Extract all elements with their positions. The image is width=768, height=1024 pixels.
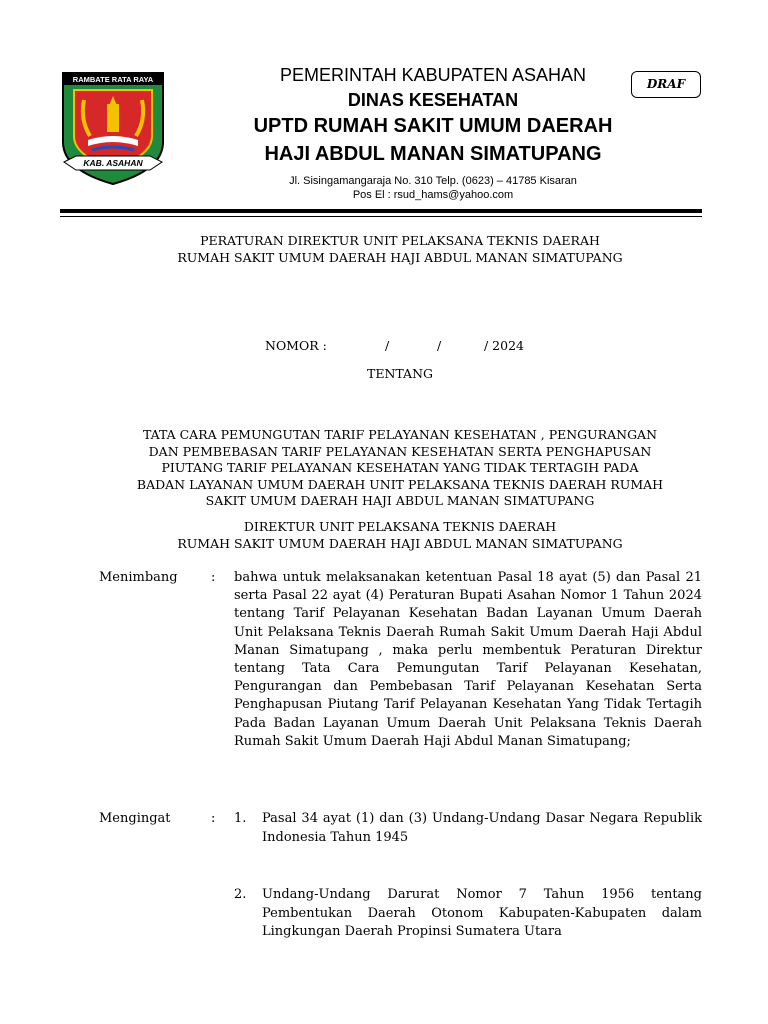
logo-motto: RAMBATE RATA RAYA xyxy=(72,75,154,84)
letterhead xyxy=(0,0,768,220)
government-name: PEMERINTAH KABUPATEN ASAHAN xyxy=(279,65,587,85)
letterhead-divider-thin xyxy=(60,216,702,217)
regulation-title xyxy=(60,232,740,266)
nomor-label: NOMOR : xyxy=(265,338,327,353)
menimbang-text: bahwa untuk melaksanakan ketentuan Pasal 18 ayat (5) dan Pasal 21 serta Pasal 22 ayat (4) Peraturan Bupati Asahan Nomor 1 Tahun 2024 tentang Tarif Pelayanan Kesehatan Badan Layanan Umum Daerah Unit Pelaksana Teknis Daerah Rumah Sakit Umum Daerah Haji Abdul Manan Simatupang , maka perlu membentuk Peraturan Direktur tentang Tata Cara Pemungutan Tarif Pelayanan Kesehatan, Pengurangan dan Pembebasan Tarif Pelayanan Kesehatan Serta Penghapusan Piutang Tarif Pelayanan Kesehatan Yang Tidak Tertagih Pada Badan Layanan Umum Daerah Unit Pelaksana Teknis Daerah Rumah Sakit Umum Daerah Haji Abdul Manan Simatupang; xyxy=(234,570,702,749)
topic-line: TATA CARA PEMUNGUTAN TARIF PELAYANAN KESEHATAN , PENGURANGAN xyxy=(142,427,658,442)
regulation-topic xyxy=(60,427,740,510)
director-heading-line2: RUMAH SAKIT UMUM DAERAH HAJI ABDUL MANAN SIMATUPANG xyxy=(177,536,623,551)
regulation-title-line2: RUMAH SAKIT UMUM DAERAH HAJI ABDUL MANAN SIMATUPANG xyxy=(177,250,623,265)
topic-line: SAKIT UMUM DAERAH HAJI ABDUL MANAN SIMATUPANG xyxy=(205,493,595,508)
director-heading xyxy=(60,518,740,552)
director-heading-line1: DIREKTUR UNIT PELAKSANA TEKNIS DAERAH xyxy=(243,519,557,534)
mengingat-label: Mengingat xyxy=(99,811,171,826)
letterhead-divider-thick xyxy=(60,209,702,213)
regulation-title-line1: PERATURAN DIREKTUR UNIT PELAKSANA TEKNIS DAERAH xyxy=(200,233,600,248)
logo-region-label: KAB. ASAHAN xyxy=(83,158,143,168)
mengingat-item-number: 1. xyxy=(234,811,247,826)
mengingat-item-text: Undang-Undang Darurat Nomor 7 Tahun 1956 tentang Pembentukan Daerah Otonom Kabupaten-Kabupaten dalam Lingkungan Daerah Propinsi Sumatera Utara xyxy=(262,887,702,939)
menimbang-label: Menimbang xyxy=(99,570,178,585)
department-name: DINAS KESEHATAN xyxy=(347,90,519,110)
topic-line: BADAN LAYANAN UMUM DAERAH UNIT PELAKSANA TEKNIS DAERAH RUMAH xyxy=(136,476,664,492)
kabupaten-asahan-emblem-icon xyxy=(60,70,166,186)
nomor-year: / 2024 xyxy=(484,338,524,353)
letterhead-text xyxy=(200,64,666,202)
draft-badge: DRAF xyxy=(631,71,701,98)
nomor-slash-1: / xyxy=(385,338,390,353)
mengingat-colon: : xyxy=(211,811,216,826)
tentang-heading: TENTANG xyxy=(366,366,433,381)
topic-line: PIUTANG TARIF PELAYANAN KESEHATAN YANG TIDAK TERTAGIH PADA xyxy=(161,460,639,475)
hospital-email: Pos El : rsud_hams@yahoo.com xyxy=(352,189,514,201)
topic-line: DAN PEMBEBASAN TARIF PELAYANAN KESEHATAN SERTA PENGHAPUSAN xyxy=(148,443,652,459)
hospital-name-line1: UPTD RUMAH SAKIT UMUM DAERAH xyxy=(253,115,613,137)
menimbang-colon: : xyxy=(211,570,216,585)
mengingat-item-text: Pasal 34 ayat (1) dan (3) Undang-Undang Dasar Negara Republik Indonesia Tahun 1945 xyxy=(262,811,702,845)
hospital-name-line2: HAJI ABDUL MANAN SIMATUPANG xyxy=(264,143,602,165)
hospital-address: Jl. Sisingamangaraja No. 310 Telp. (0623) – 41785 Kisaran xyxy=(289,175,577,187)
nomor-slash-2: / xyxy=(437,338,442,353)
mengingat-item-number: 2. xyxy=(234,887,247,902)
